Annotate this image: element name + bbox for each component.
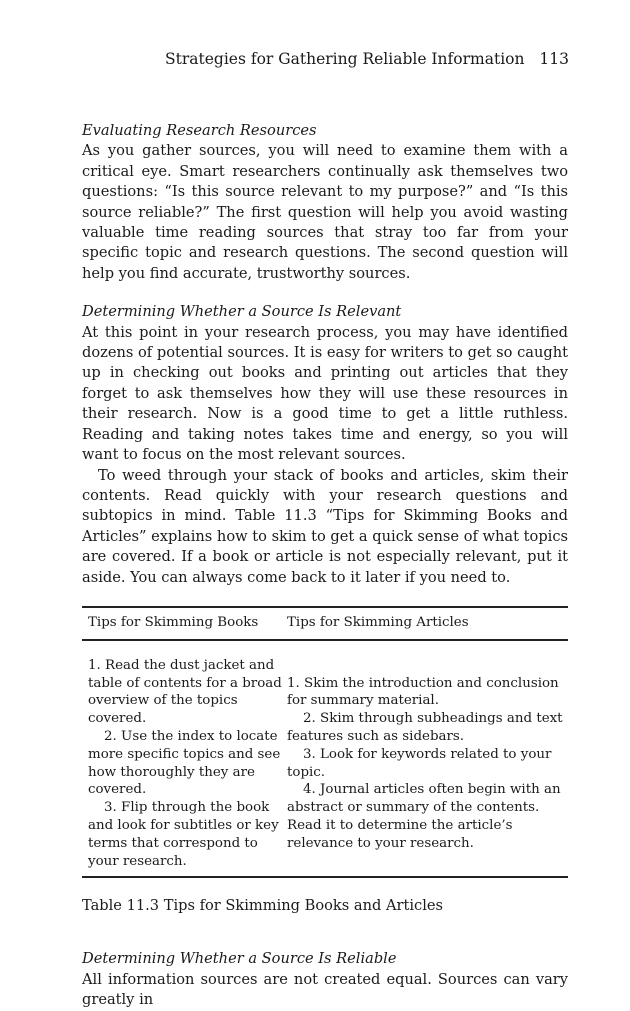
running-header [165,50,569,68]
page-number: 113 [539,50,569,68]
article-tip-2: 2. Skim through subheadings and text features such as sidebars. [287,711,563,744]
paragraph-relevant-2: To weed through your stack of books and articles, skim their contents. Read quickly with your research questions and subtopics in mind. Table 11.3 “Tips for Skimming Books and Articles” explains how to skim to get a quick sense of what topics are covered. If a book or article is not especially relevant, put it aside. You can always come back to it later if you need to. [82,466,568,586]
table-caption: Table 11.3 Tips for Skimming Books and Articles [82,897,443,915]
book-tip-1: 1. Read the dust jacket and table of contents for a broad overview of the topics covered. [88,657,282,727]
skimming-tips-table [82,606,568,878]
article-tip-4: 4. Journal articles often begin with an abstract or summary of the contents. Read it to determine the article’s relevance to your research. [287,782,561,851]
article-tip-1: 1. Skim the introduction and conclusion for summary material. [287,675,559,709]
section-heading-relevant: Determining Whether a Source Is Relevant [82,303,402,321]
book-tip-3: 3. Flip through the book and look for subtitles or key terms that correspond to your research. [88,800,279,869]
paragraph-reliable: All information sources are not created equal. Sources can vary greatly in [82,970,568,1009]
page-body [82,121,568,1011]
table-cell-books [82,657,287,871]
section-heading-evaluating: Evaluating Research Resources [82,122,317,139]
table-row [82,641,568,877]
table-cell-articles [287,675,568,853]
article-tip-3: 3. Look for keywords related to your topic. [287,746,552,780]
section-heading-reliable: Determining Whether a Source Is Reliable [82,950,397,968]
table-header-row [82,608,568,641]
book-tip-2: 2. Use the index to locate more specific topics and see how thoroughly they are covered. [88,728,281,798]
table-header-books: Tips for Skimming Books [88,614,259,630]
paragraph-relevant-1: At this point in your research process, you may have identified dozens of potential sources. It is easy for writers to get so caught up in checking out books and printing out articles that they forget to ask themselves how they will use these resources in their research. Now is a good time to get a little ruthless. Reading and taking notes takes time and energy, so you will want to focus on the most relevant sources. [82,323,568,464]
table-header-articles: Tips for Skimming Articles [287,614,469,630]
running-title: Strategies for Gathering Reliable Information [165,50,525,68]
paragraph-evaluating: As you gather sources, you will need to examine them with a critical eye. Smart researchers continually ask themselves two questions: “Is this source relevant to my purpose?” and “Is this source reliable?” The first question will help you avoid wasting valuable time reading sources that stray too far from your specific topic and research questions. The second question will help you find accurate, trustworthy sources. [82,142,568,282]
